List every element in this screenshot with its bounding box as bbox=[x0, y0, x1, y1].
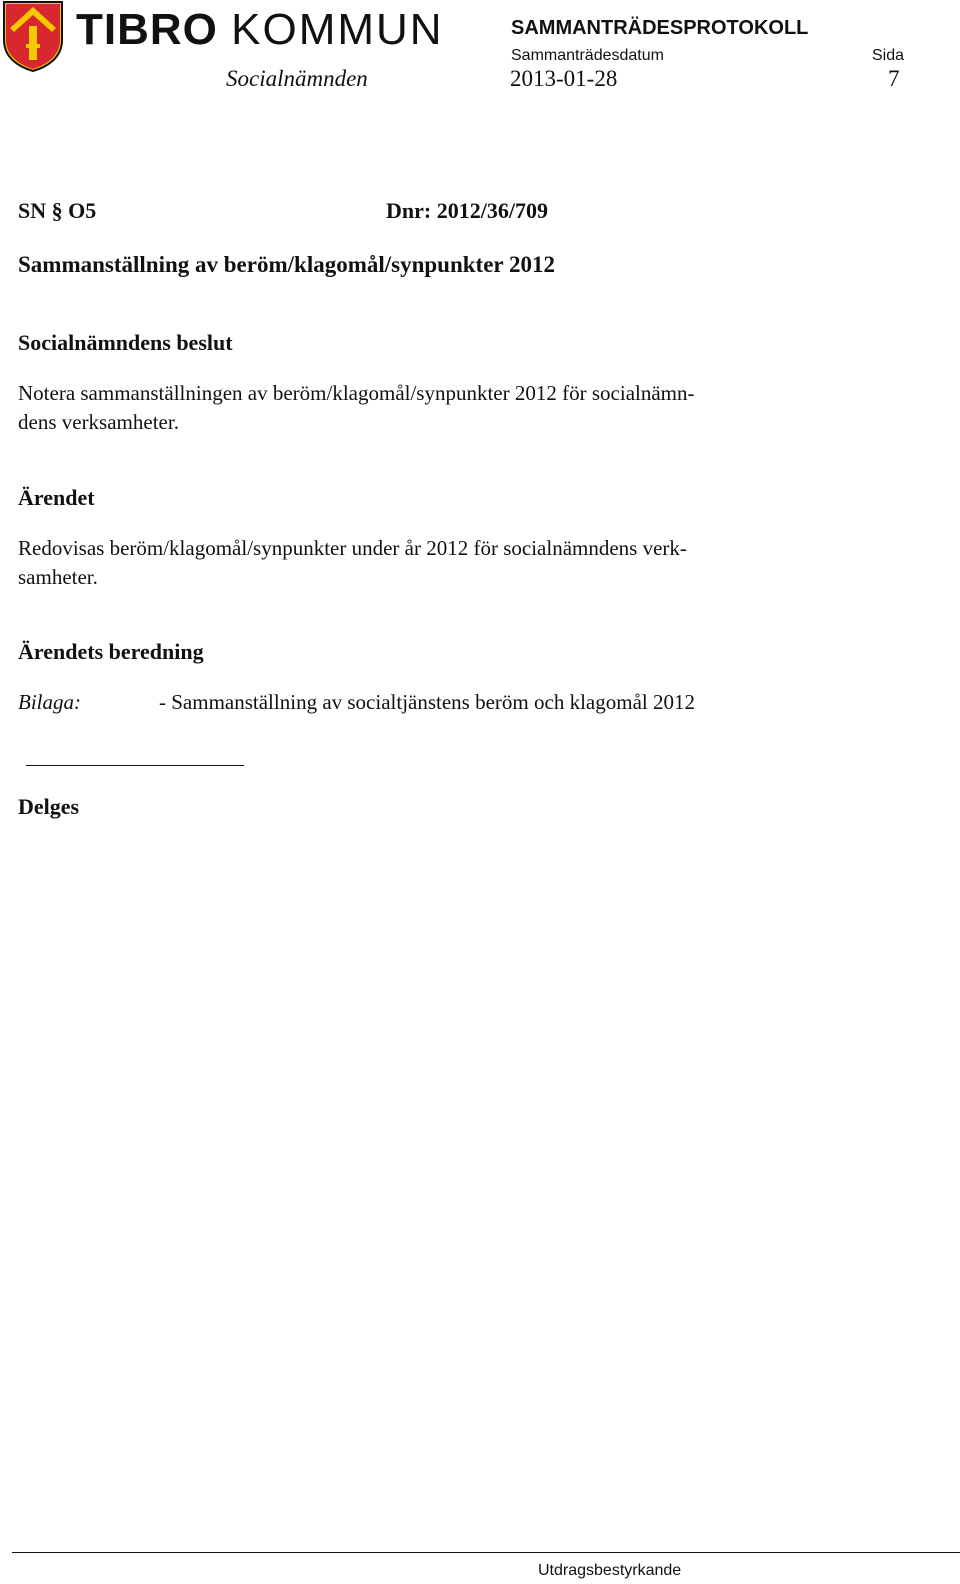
preparation-heading: Ärendets beredning bbox=[18, 639, 204, 664]
page-number: 7 bbox=[888, 66, 900, 91]
separator-line bbox=[26, 765, 244, 766]
committee-name: Socialnämnden bbox=[226, 66, 368, 91]
section-number: SN § O5 bbox=[18, 198, 97, 223]
certification-label: Utdragsbestyrkande bbox=[538, 1562, 682, 1579]
decision-heading: Socialnämndens beslut bbox=[18, 330, 233, 355]
footer-rule bbox=[12, 1552, 960, 1553]
organization-name bbox=[76, 5, 444, 54]
meeting-date-label: Sammanträdesdatum bbox=[511, 47, 664, 64]
document-type: SAMMANTRÄDESPROTOKOLL bbox=[511, 17, 809, 39]
meeting-date: 2013-01-28 bbox=[510, 66, 618, 91]
matter-text-line-2: samheter. bbox=[18, 565, 98, 589]
attachment-text: - Sammanställning av socialtjänstens beröm och klagomål 2012 bbox=[159, 690, 695, 714]
page-label: Sida bbox=[872, 47, 905, 64]
case-title: Sammanställning av beröm/klagomål/synpunkter 2012 bbox=[18, 252, 555, 277]
diary-number: Dnr: 2012/36/709 bbox=[386, 198, 548, 223]
organization-name-light: KOMMUN bbox=[231, 5, 444, 54]
organization-name-bold: TIBRO bbox=[76, 5, 218, 54]
matter-heading: Ärendet bbox=[18, 485, 95, 510]
attachment-label: Bilaga: bbox=[18, 690, 81, 714]
distribution-heading: Delges bbox=[18, 794, 80, 819]
decision-text-line-2: dens verksamheter. bbox=[18, 410, 179, 434]
matter-text-line-1: Redovisas beröm/klagomål/synpunkter under år 2012 för socialnämndens verk- bbox=[18, 536, 687, 560]
tibro-coat-of-arms-icon bbox=[2, 0, 64, 72]
decision-text-line-1: Notera sammanställningen av beröm/klagomål/synpunkter 2012 för socialnämn- bbox=[18, 381, 695, 405]
